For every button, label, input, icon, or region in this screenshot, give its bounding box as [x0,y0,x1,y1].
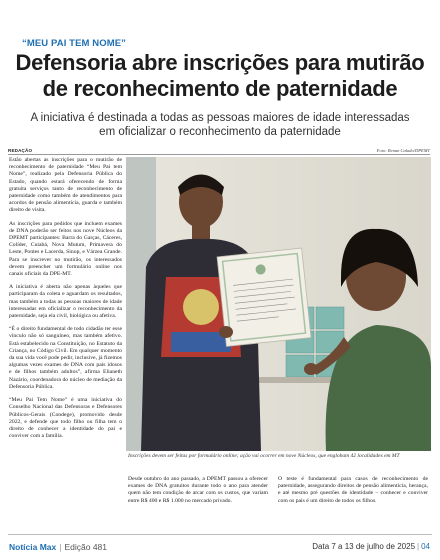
page-footer [0,532,440,560]
separator: | [417,542,420,551]
body-column-right [278,476,428,511]
headline-line-2: de reconhecimento de paternidade [42,76,398,101]
section-tag: REDAÇÃO [8,148,33,153]
subhead-line-2: em oficializar o reconhecimento da paternidade [99,126,341,138]
headline-line-1: Defensoria abre inscrições para mutirão [15,50,425,75]
paragraph: “Meu Pai Tem Nome” é uma iniciativa do Conselho Nacional das Defensoras e Defensores Públicos-Gerais (Condege), promovido desde 2022, e defende que todo filho ou filha tem o direito de conhecer a identidade do pai e conviver com a família. [9,397,122,440]
divider [8,534,432,535]
article-kicker: “MEU PAI TEM NOME” [22,38,127,49]
paragraph: Estão abertas as inscrições para o mutirão de reconhecimento de paternidade “Meu Pai tem Nome”, realizado pela Defensoria Pública do Estado, quando estará oferecendo de forma gratuita serviços tanto de reconhecimento de paternidade como também de atendimentos para acordos de pensão alimentícia, guarda e também direito de visita. [9,157,122,214]
divider [8,154,430,155]
publication-name: Notícia Max [9,542,57,552]
subhead-line-1: A iniciativa é destinada a todas as pessoas maiores de idade interessadas [30,112,410,124]
paragraph: “É o direito fundamental de todo cidadão ter esse vínculo não só sanguíneo, mas também afetivo. Está estabelecido na Constituição, no Estatuto da Criança, no Código Civil. Em qualquer momento da sua vida você pode pedir, inclusive, já fizemos algumas vezes exames de DNA com pais idosos e de filhos também adultos”, afirma Elianeth Nazário, coordenadora do núcleo de mediação da Defensoria Pública. [9,326,122,390]
edition-number: Edição 481 [64,542,108,552]
page-number: 04 [421,542,430,551]
issue-date: Data 7 a 13 de julho de 2025 [312,542,416,551]
photo-two-people-holding-certificate-icon [126,157,431,451]
paragraph: O teste é fundamental para casos de reconhecimento de paternidade, assegurando direitos de pensão alimentícia, herança, e até mesmo pré questões de identidade – conhecer e conviver com os pais é um direito de todos os filhos. [278,476,428,504]
photo-credit: Foto: Renan Calado/DPEMT [376,148,430,153]
paragraph: As inscrições para pedidos que incluem exames de DNA poderão ser feitos nos nove Núcleos da DPEMT participantes: Barra do Garças, Cáceres, Colíder, Cuiabá, Nova Mutum, Primavera do Leste, Pontes e Lacerda, Sinop, e Várzea Grande. Para se inscrever no mutirão, os interessados devem preencher um formulário online nos canais oficiais da DPE-MT. [9,220,122,278]
article-photo [126,157,431,451]
body-column-middle [128,476,268,511]
footer-brand-block [9,542,107,552]
paragraph: Desde outubro do ano passado, a DPEMT passou a oferecer exames de DNA gratuitos durante todo o ano para atender quem não tem condição de arcar com os custos, que variam entre R$ 400 e R$ 1.000 no mercado privado. [128,476,268,504]
article-headline [0,50,440,102]
footer-date-block [312,542,430,551]
separator: | [59,542,62,552]
article-subhead [30,111,410,139]
body-column-left [9,157,122,446]
paragraph: A iniciativa é aberta não apenas àqueles que participaram da coleta e aguardam os resultados, mas também a todas as pessoas maiores de idade interessadas em oficializar o reconhecimento da paternidade, seja ela civil, biológica ou afetiva. [9,284,122,320]
photo-caption: Inscrições devem ser feitas por formulário online; ação vai ocorrer em nove Núcleos, que englobam 42 localidades em MT [128,453,400,459]
